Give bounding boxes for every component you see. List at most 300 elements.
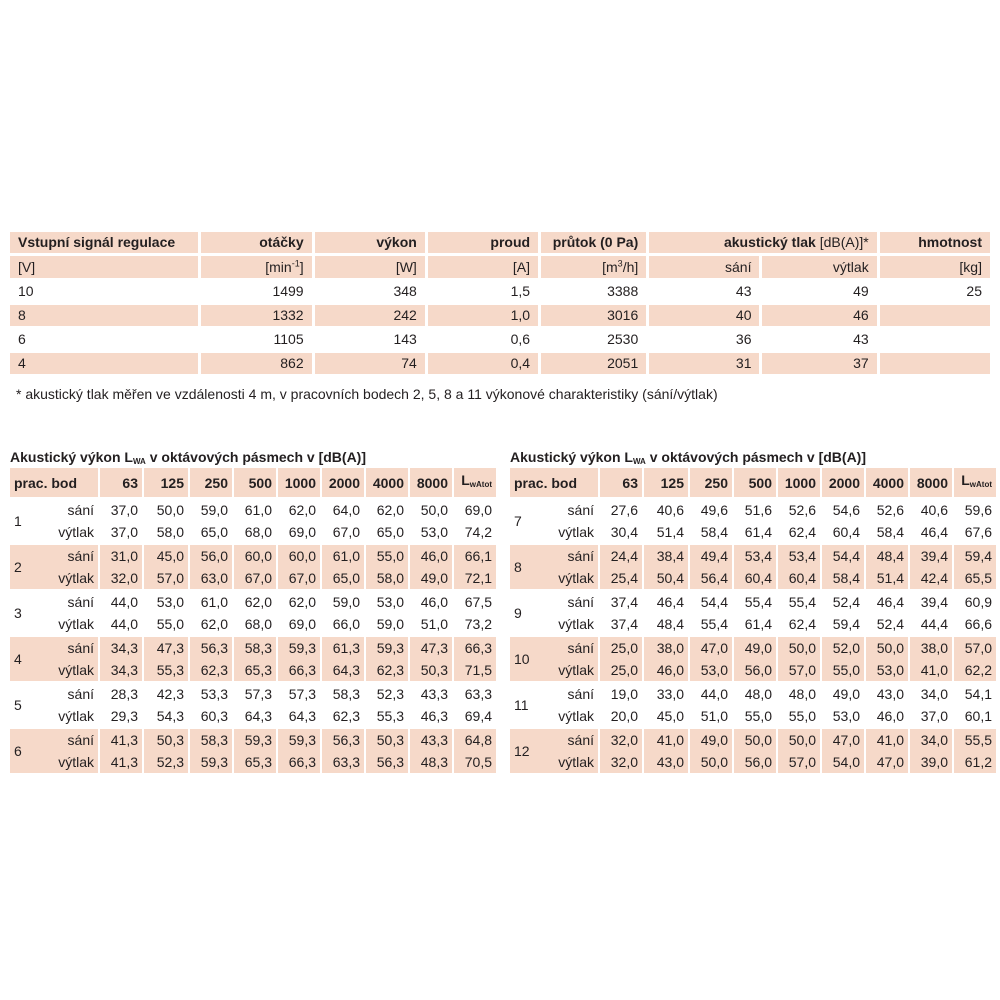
value-cell: 42,4: [910, 567, 952, 589]
value-cell: 41,0: [644, 729, 688, 751]
value-cell: 53,0: [420, 524, 448, 540]
cell-sani: 40: [649, 305, 759, 326]
header-band: 250: [690, 468, 732, 497]
value-cell: 51,6: [744, 502, 772, 518]
value-cell: 55,3: [144, 659, 188, 681]
cell-current: 1,0: [428, 305, 538, 326]
value-cell: 37,0: [110, 524, 138, 540]
operating-point-number: 10: [514, 651, 530, 667]
cell-current: 0,6: [510, 331, 531, 347]
value-cell: 57,3: [288, 686, 316, 702]
value-cell: 46,0: [410, 545, 452, 567]
header-total-base: L: [461, 472, 470, 488]
value-cell: 52,6: [788, 502, 816, 518]
value-cell: 50,0: [420, 502, 448, 518]
operating-point-number: 5: [14, 697, 22, 713]
value-cell: 40,6: [656, 502, 684, 518]
value-cell: 41,3: [100, 729, 142, 751]
value-cell: 43,3: [420, 686, 448, 702]
table-row: [10, 545, 496, 567]
header-rpm: otáčky: [201, 232, 311, 253]
value-cell: 59,6: [964, 502, 992, 518]
operating-point-cell: [10, 729, 98, 773]
header-operating-point: prac. bod: [10, 468, 98, 497]
kind-label: výtlak: [558, 662, 594, 678]
value-cell: 66,3: [278, 659, 320, 681]
sound-power-table-left: [10, 446, 490, 775]
header-total-base: L: [961, 472, 970, 488]
header-row: [510, 468, 996, 497]
value-cell: 62,0: [200, 616, 228, 632]
value-cell: 63,3: [464, 686, 492, 702]
value-cell: 64,3: [244, 708, 272, 724]
value-cell: 49,0: [410, 567, 452, 589]
value-cell: 58,3: [234, 637, 276, 659]
value-cell: 52,4: [876, 616, 904, 632]
header-band: 125: [144, 468, 188, 497]
operating-point-cell: [10, 591, 98, 635]
value-cell: 50,0: [690, 751, 732, 773]
value-cell: 59,3: [190, 751, 232, 773]
value-cell: 47,0: [690, 637, 732, 659]
value-cell: 49,4: [690, 545, 732, 567]
value-cell: 62,3: [190, 659, 232, 681]
value-cell: 56,3: [366, 751, 408, 773]
value-cell: 34,3: [100, 637, 142, 659]
table-row: [510, 591, 996, 613]
value-cell: 53,3: [200, 686, 228, 702]
value-cell: 46,4: [876, 594, 904, 610]
kind-label: sání: [67, 548, 94, 564]
operating-point-number: 8: [514, 559, 522, 575]
operating-point-cell: [510, 683, 598, 727]
cell-signal: 4: [10, 353, 198, 374]
value-cell: 61,0: [200, 594, 228, 610]
value-cell: 60,4: [734, 567, 776, 589]
value-cell: 55,0: [822, 659, 864, 681]
value-cell: 59,4: [832, 616, 860, 632]
value-cell: 55,4: [700, 616, 728, 632]
value-cell: 45,0: [656, 708, 684, 724]
value-cell: 59,3: [366, 637, 408, 659]
value-cell: 64,3: [322, 659, 364, 681]
cell-vytlak: 49: [853, 283, 869, 299]
value-cell: 65,3: [234, 751, 276, 773]
kind-labels: [558, 729, 594, 773]
kind-label: sání: [67, 732, 94, 748]
table-row: [10, 499, 496, 521]
value-cell: 73,2: [464, 616, 492, 632]
value-cell: 34,0: [910, 729, 952, 751]
value-cell: 71,5: [454, 659, 496, 681]
table-row: [10, 353, 990, 374]
value-cell: 50,0: [734, 729, 776, 751]
value-cell: 39,4: [920, 594, 948, 610]
value-cell: 58,4: [876, 524, 904, 540]
value-cell: 41,3: [100, 751, 142, 773]
table-row: [10, 591, 496, 613]
kind-label: výtlak: [558, 754, 594, 770]
value-cell: 32,0: [600, 729, 642, 751]
cell-power: 74: [315, 353, 425, 374]
value-cell: 56,0: [734, 751, 776, 773]
value-cell: 57,0: [144, 567, 188, 589]
operating-point-number: 11: [514, 697, 529, 713]
value-cell: 56,0: [190, 545, 232, 567]
operating-point-number: 6: [14, 743, 22, 759]
kind-label: sání: [67, 686, 94, 702]
header-band: 63: [100, 468, 142, 497]
value-cell: 59,0: [200, 502, 228, 518]
header-operating-point: prac. bod: [510, 468, 598, 497]
value-cell: 44,0: [110, 594, 138, 610]
fan-performance-table: [10, 229, 992, 377]
value-cell: 69,0: [464, 502, 492, 518]
cell-vytlak: 37: [762, 353, 876, 374]
value-cell: 69,0: [288, 616, 316, 632]
value-cell: 43,3: [410, 729, 452, 751]
cell-current: 0,4: [428, 353, 538, 374]
header-band: 2000: [322, 468, 364, 497]
cell-sani: 43: [735, 283, 752, 299]
value-cell: 62,0: [288, 502, 316, 518]
kind-label: výtlak: [558, 708, 594, 724]
operating-point-number: 4: [14, 651, 22, 667]
unit-vytlak: výtlak: [762, 256, 876, 278]
header-total-sub: wAtot: [469, 480, 492, 489]
kind-label: výtlak: [58, 708, 94, 724]
kind-label: sání: [67, 502, 94, 518]
value-cell: 48,4: [866, 545, 908, 567]
value-cell: 62,2: [954, 659, 996, 681]
value-cell: 54,6: [832, 502, 860, 518]
value-cell: 33,0: [656, 686, 684, 702]
kind-labels: [58, 545, 94, 589]
cell-power: 348: [393, 283, 417, 299]
table-row: [10, 305, 990, 326]
value-cell: 59,3: [278, 729, 320, 751]
header-band: 4000: [866, 468, 908, 497]
header-total: [954, 468, 996, 497]
value-cell: 65,0: [200, 524, 228, 540]
header-total: [454, 468, 496, 497]
value-cell: 67,0: [234, 567, 276, 589]
cell-weight: [880, 329, 990, 350]
value-cell: 60,4: [832, 524, 860, 540]
value-cell: 70,5: [454, 751, 496, 773]
kind-labels: [58, 729, 94, 773]
header-power: výkon: [315, 232, 425, 253]
value-cell: 68,0: [244, 524, 272, 540]
cell-rpm: 862: [201, 353, 311, 374]
operating-point-cell: [510, 591, 598, 635]
value-cell: 20,0: [610, 708, 638, 724]
table-row: [510, 637, 996, 659]
cell-rpm: 1105: [273, 331, 304, 347]
operating-point-cell: [10, 637, 98, 681]
value-cell: 56,3: [190, 637, 232, 659]
value-cell: 31,0: [100, 545, 142, 567]
operating-point-number: 3: [14, 605, 22, 621]
value-cell: 54,4: [822, 545, 864, 567]
value-cell: 66,1: [454, 545, 496, 567]
value-cell: 63,0: [190, 567, 232, 589]
value-cell: 49,0: [832, 686, 860, 702]
value-cell: 38,0: [644, 637, 688, 659]
value-cell: 69,4: [464, 708, 492, 724]
value-cell: 67,5: [464, 594, 492, 610]
value-cell: 61,4: [744, 616, 772, 632]
table-row: [10, 281, 990, 302]
kind-labels: [58, 591, 94, 635]
value-cell: 46,0: [876, 708, 904, 724]
header-band: 250: [190, 468, 232, 497]
value-cell: 58,4: [700, 524, 728, 540]
value-cell: 38,0: [910, 637, 952, 659]
value-cell: 50,0: [778, 729, 820, 751]
value-cell: 42,3: [156, 686, 184, 702]
value-cell: 60,3: [200, 708, 228, 724]
value-cell: 55,5: [954, 729, 996, 751]
value-cell: 32,0: [600, 751, 642, 773]
kind-labels: [58, 683, 94, 727]
header-band: 4000: [366, 468, 408, 497]
cell-flow: 3016: [541, 305, 646, 326]
cell-rpm: 1499: [272, 283, 304, 299]
kind-labels: [58, 637, 94, 681]
value-cell: 49,6: [700, 502, 728, 518]
value-cell: 66,0: [332, 616, 360, 632]
table-row: [510, 499, 996, 521]
cell-sani: 31: [649, 353, 759, 374]
value-cell: 40,6: [920, 502, 948, 518]
value-cell: 46,0: [420, 594, 448, 610]
value-cell: 38,4: [644, 545, 688, 567]
value-cell: 29,3: [110, 708, 138, 724]
operating-point-cell: [10, 499, 98, 543]
kind-label: sání: [567, 686, 594, 702]
value-cell: 48,3: [410, 751, 452, 773]
cell-current: 1,5: [510, 283, 531, 299]
header-total-sub: wAtot: [969, 480, 992, 489]
unit-kg: [kg]: [880, 256, 990, 278]
value-cell: 52,3: [376, 686, 404, 702]
value-cell: 61,4: [744, 524, 772, 540]
kind-label: výtlak: [58, 616, 94, 632]
value-cell: 56,0: [734, 659, 776, 681]
value-cell: 57,0: [954, 637, 996, 659]
header-band: 500: [734, 468, 776, 497]
value-cell: 53,0: [832, 708, 860, 724]
value-cell: 74,2: [464, 524, 492, 540]
value-cell: 50,0: [778, 637, 820, 659]
value-cell: 52,4: [832, 594, 860, 610]
value-cell: 61,3: [322, 637, 364, 659]
table-row: [10, 683, 496, 705]
table-row: [510, 729, 996, 751]
kind-label: sání: [567, 594, 594, 610]
value-cell: 44,0: [110, 616, 138, 632]
value-cell: 54,4: [700, 594, 728, 610]
value-cell: 64,0: [332, 502, 360, 518]
table-title: Akustický výkon $L_{WA}$ v oktávových pásmech v [dB(A)]: [10, 449, 366, 466]
value-cell: 60,9: [964, 594, 992, 610]
table-row: [510, 683, 996, 705]
sound-power-table-right: [510, 446, 990, 775]
cell-power: 242: [315, 305, 425, 326]
kind-label: výtlak: [58, 524, 94, 540]
value-cell: 51,4: [656, 524, 684, 540]
unit-volts: [V]: [10, 256, 198, 278]
value-cell: 34,0: [920, 686, 948, 702]
header-weight: hmotnost: [880, 232, 990, 253]
value-cell: 59,4: [954, 545, 996, 567]
header-band: 8000: [410, 468, 452, 497]
value-cell: 51,0: [700, 708, 728, 724]
kind-label: výtlak: [558, 616, 594, 632]
value-cell: 58,0: [156, 524, 184, 540]
value-cell: 68,0: [244, 616, 272, 632]
header-flow: průtok (0 Pa): [541, 232, 646, 253]
value-cell: 25,0: [600, 637, 642, 659]
cell-power: 143: [393, 331, 417, 347]
value-cell: 32,0: [100, 567, 142, 589]
value-cell: 61,2: [954, 751, 996, 773]
value-cell: 39,4: [910, 545, 952, 567]
value-cell: 59,3: [234, 729, 276, 751]
value-cell: 64,8: [454, 729, 496, 751]
operating-point-cell: [510, 729, 598, 773]
value-cell: 60,0: [278, 545, 320, 567]
unit-rpm: $[\min^{-1}]$: [201, 256, 311, 278]
kind-labels: [558, 545, 594, 589]
value-cell: 47,3: [410, 637, 452, 659]
value-cell: 34,3: [100, 659, 142, 681]
value-cell: 39,0: [910, 751, 952, 773]
value-cell: 53,0: [866, 659, 908, 681]
value-cell: 57,0: [778, 751, 820, 773]
value-cell: 46,3: [420, 708, 448, 724]
kind-labels: [558, 499, 594, 543]
value-cell: 48,0: [788, 686, 816, 702]
value-cell: 55,3: [376, 708, 404, 724]
header-band: 2000: [822, 468, 864, 497]
value-cell: 58,3: [190, 729, 232, 751]
header-row: [10, 468, 496, 497]
value-cell: 52,3: [144, 751, 188, 773]
kind-label: výtlak: [558, 524, 594, 540]
kind-label: sání: [67, 640, 94, 656]
value-cell: 50,3: [410, 659, 452, 681]
footnote: * akustický tlak měřen ve vzdálenosti 4 m, v pracovních bodech 2, 5, 8 a 11 výkonové charakteristiky (sání/výtlak): [16, 386, 718, 402]
table-title: Akustický výkon $L_{WA}$ v oktávových pásmech v [dB(A)]: [510, 449, 866, 466]
kind-label: výtlak: [558, 570, 594, 586]
value-cell: 65,0: [322, 567, 364, 589]
value-cell: 30,4: [610, 524, 638, 540]
cell-signal: 8: [10, 305, 198, 326]
value-cell: 52,6: [876, 502, 904, 518]
value-cell: 55,0: [156, 616, 184, 632]
value-cell: 25,0: [600, 659, 642, 681]
operating-point-number: 12: [514, 743, 530, 759]
cell-flow: 2530: [607, 331, 639, 347]
kind-label: výtlak: [58, 662, 94, 678]
value-cell: 64,3: [288, 708, 316, 724]
value-cell: 61,0: [322, 545, 364, 567]
cell-vytlak: 43: [853, 331, 869, 347]
value-cell: 58,4: [822, 567, 864, 589]
header-input-signal: Vstupní signál regulace: [10, 232, 198, 253]
value-cell: 62,0: [288, 594, 316, 610]
value-cell: 54,3: [156, 708, 184, 724]
cell-weight: [880, 305, 990, 326]
value-cell: 55,4: [744, 594, 772, 610]
value-cell: 52,0: [822, 637, 864, 659]
value-cell: 51,0: [420, 616, 448, 632]
value-cell: 69,0: [288, 524, 316, 540]
value-cell: 50,0: [866, 637, 908, 659]
kind-labels: [558, 637, 594, 681]
value-cell: 24,4: [600, 545, 642, 567]
value-cell: 43,0: [644, 751, 688, 773]
value-cell: 19,0: [610, 686, 638, 702]
value-cell: 50,3: [144, 729, 188, 751]
value-cell: 65,0: [376, 524, 404, 540]
value-cell: 28,3: [110, 686, 138, 702]
value-cell: 45,0: [144, 545, 188, 567]
value-cell: 47,3: [144, 637, 188, 659]
value-cell: 55,0: [788, 708, 816, 724]
value-cell: 66,3: [454, 637, 496, 659]
value-cell: 55,4: [788, 594, 816, 610]
value-cell: 55,0: [366, 545, 408, 567]
kind-label: sání: [567, 732, 594, 748]
value-cell: 59,0: [376, 616, 404, 632]
value-cell: 41,0: [910, 659, 952, 681]
operating-point-number: 2: [14, 559, 22, 575]
value-cell: 72,1: [454, 567, 496, 589]
table-row: [10, 637, 496, 659]
value-cell: 65,5: [954, 567, 996, 589]
operating-point-cell: [510, 637, 598, 681]
value-cell: 54,1: [964, 686, 992, 702]
value-cell: 62,4: [788, 616, 816, 632]
kind-labels: [58, 499, 94, 543]
operating-point-number: 9: [514, 605, 522, 621]
value-cell: 48,0: [744, 686, 772, 702]
value-cell: 49,0: [690, 729, 732, 751]
cell-rpm: 1332: [201, 305, 311, 326]
value-cell: 50,0: [156, 502, 184, 518]
header-band: 500: [234, 468, 276, 497]
kind-label: výtlak: [58, 570, 94, 586]
value-cell: 49,0: [734, 637, 776, 659]
cell-flow: 2051: [541, 353, 646, 374]
value-cell: 37,0: [110, 502, 138, 518]
value-cell: 56,3: [322, 729, 364, 751]
value-cell: 53,0: [156, 594, 184, 610]
cell-weight: [880, 353, 990, 374]
value-cell: 53,4: [734, 545, 776, 567]
value-cell: 58,3: [332, 686, 360, 702]
cell-vytlak: 46: [762, 305, 876, 326]
operating-point-number: 7: [514, 513, 522, 529]
value-cell: 46,0: [644, 659, 688, 681]
value-cell: 66,6: [964, 616, 992, 632]
unit-watts: [W]: [315, 256, 425, 278]
value-cell: 65,3: [234, 659, 276, 681]
value-cell: 67,0: [332, 524, 360, 540]
